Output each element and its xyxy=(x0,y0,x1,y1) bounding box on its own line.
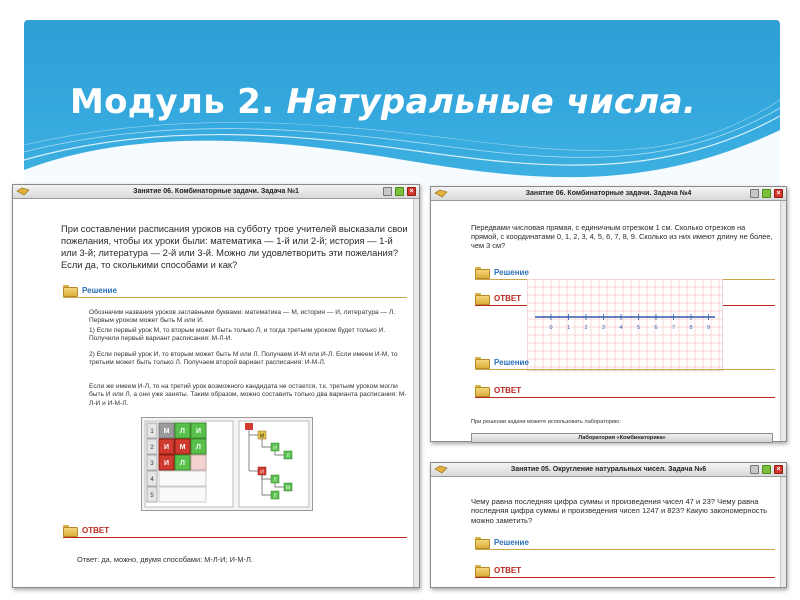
back-icon[interactable] xyxy=(395,187,404,196)
divider xyxy=(475,397,775,398)
answer-label: ОТВЕТ xyxy=(494,386,522,395)
divider xyxy=(475,577,775,578)
number-line-label: 1 xyxy=(566,325,571,331)
solution-paragraph: 2) Если первый урок И, то вторым может быть М или Л. Получаем И-М или И-Л. Если имеем И-М, то третьим может быть только Л. Получаем второй вариант расписания: И-М-Л. xyxy=(89,351,398,367)
divider xyxy=(63,537,407,538)
lab-hint-text: При решении задачи можете использовать лабораторию: xyxy=(471,419,621,425)
solution-label: Решение xyxy=(82,286,117,295)
slide-title-main: Натуральные числа. xyxy=(286,82,697,122)
number-line-label: 6 xyxy=(654,325,658,331)
window-3-scrollbar[interactable] xyxy=(780,477,786,587)
folder-icon xyxy=(63,285,76,295)
grid-cell xyxy=(191,455,206,470)
close-icon[interactable]: × xyxy=(774,465,783,474)
tree-node-text: М xyxy=(259,433,265,440)
folder-icon xyxy=(475,385,488,395)
task-question: Передвами числовая прямая, с единичным отрезком 1 см. Сколько отрезков на прямой, с координатами 0, 1, 2, 3, 4, 5, 6, 7, 8, 9. Сколько из них имеют длину не более, чем 3 см? xyxy=(471,223,773,250)
back-icon[interactable] xyxy=(762,189,771,198)
slide-title xyxy=(70,82,696,122)
grid-row-label: 3 xyxy=(150,461,154,467)
task-question: Чему равна последняя цифра суммы и произведения чисел 47 и 23? Чему равна последняя цифра суммы и произведения чисел 1247 и 823? Какую закономерность можно заметить? xyxy=(471,497,768,525)
window-3-titlebar xyxy=(431,463,786,477)
solution-section-header[interactable] xyxy=(475,357,775,367)
app-logo-icon xyxy=(16,187,30,196)
window-1-title: Занятие 06. Комбинаторные задачи. Задача №1 xyxy=(133,188,299,195)
tree-node-text: И xyxy=(273,445,277,452)
print-icon[interactable] xyxy=(383,187,392,196)
answer-section-header[interactable] xyxy=(475,385,775,395)
solution-paragraph: Если же имеем И-Л, то на третий урок возможного кандидата не остается, т.к. третьим уроком могли быть И или Л, а они уже заняты. Таким образом, можно составить только два варианта расписания: М-Л-И и И-М-Л. xyxy=(89,383,407,407)
divider xyxy=(63,297,407,298)
tree-node-text: М xyxy=(285,485,291,492)
number-line-label: 3 xyxy=(601,325,606,331)
divider xyxy=(475,549,775,550)
lab-combinatorics-button[interactable]: Лаборатория «Комбинаторика» xyxy=(471,433,773,443)
grid-cell-text: Л xyxy=(196,444,201,451)
print-icon[interactable] xyxy=(750,189,759,198)
grid-row-label: 5 xyxy=(150,493,154,499)
number-line-label: 2 xyxy=(584,325,588,331)
number-line-label: 0 xyxy=(549,325,553,331)
slide-title-prefix: Модуль 2. xyxy=(70,82,287,122)
folder-icon xyxy=(475,293,488,303)
solution-label: Решение xyxy=(494,358,529,367)
folder-icon xyxy=(475,267,488,277)
window-2-titlebar xyxy=(431,187,786,201)
grid-cell-text: М xyxy=(179,444,186,451)
answer-section-header[interactable] xyxy=(475,565,775,575)
grid-row-label: 2 xyxy=(150,445,154,451)
tree-node-text: Л xyxy=(273,477,277,484)
folder-icon xyxy=(475,357,488,367)
task-question: При составлении расписания уроков на субботу трое учителей высказали свои пожелания, чтобы их уроки были: математика — 1-й или 2-й; история — 1-й или 3-й; литература — 2-й или 3-й. Можно ли удовлетворить эти пожелания? Если да, то сколькими способами и как? xyxy=(61,223,408,270)
grid-cell-text: Л xyxy=(180,428,185,435)
close-icon[interactable]: × xyxy=(407,187,416,196)
grid-cell-text: М xyxy=(163,428,170,435)
window-1-titlebar xyxy=(13,185,419,199)
grid-row-label: 1 xyxy=(150,429,154,435)
app-logo-icon xyxy=(434,465,448,474)
solution-section-header[interactable] xyxy=(63,285,407,295)
grid-cell-text: Л xyxy=(180,460,185,467)
answer-section-header[interactable] xyxy=(63,525,407,535)
answer-label: ОТВЕТ xyxy=(494,566,522,575)
grid-cell-text: И xyxy=(195,428,202,435)
number-line-label: 7 xyxy=(671,325,676,331)
folder-icon xyxy=(475,565,488,575)
divider xyxy=(475,369,775,370)
close-icon[interactable]: × xyxy=(774,189,783,198)
task-window-1 xyxy=(12,184,420,588)
tree-root-node xyxy=(245,423,253,430)
folder-icon xyxy=(63,525,76,535)
solution-paragraph: 1) Если первый урок М, то вторым может быть только Л, и тогда третьим уроком будет только И. Получили первый вариант расписания: М-Л-И. xyxy=(89,327,386,343)
number-line-label: 5 xyxy=(636,325,641,331)
grid-cell-text: И xyxy=(163,460,170,467)
grid-row-label: 4 xyxy=(150,477,154,483)
window-3-title: Занятие 05. Округление натуральных чисел. Задача №6 xyxy=(510,466,707,473)
number-line-label: 9 xyxy=(706,325,711,331)
number-line-label: 8 xyxy=(689,325,693,331)
app-logo-icon xyxy=(434,189,448,198)
schedule-illustration xyxy=(141,417,313,511)
tree-node-text: Л xyxy=(286,453,290,460)
solution-label: Решение xyxy=(494,538,529,547)
print-icon[interactable] xyxy=(750,465,759,474)
slide-header-banner xyxy=(24,20,780,190)
answer-text: Ответ: да, можно, двумя способами: М-Л-И; И-М-Л. xyxy=(77,555,253,564)
window-1-scrollbar[interactable] xyxy=(413,199,419,587)
tree-node-text: Л xyxy=(273,493,277,500)
grid-row-labels xyxy=(147,423,157,502)
solution-section-header[interactable] xyxy=(475,267,775,277)
answer-label: ОТВЕТ xyxy=(494,294,522,303)
window-2-scrollbar[interactable] xyxy=(780,201,786,441)
window-2-title: Занятие 06. Комбинаторные задачи. Задача №4 xyxy=(525,190,692,197)
folder-icon xyxy=(475,537,488,547)
tree-node-text: И xyxy=(260,469,264,476)
grid-cell-text: И xyxy=(163,444,170,451)
solution-label: Решение xyxy=(494,268,529,277)
task-window-3 xyxy=(430,462,787,588)
task-window-2 xyxy=(430,186,787,442)
solution-paragraph: Обозначим названия уроков заглавными буквами: математика — М, история — И, литература — Л. Первым уроком может быть М или И. xyxy=(89,309,396,325)
number-line-label: 4 xyxy=(619,325,623,331)
answer-label: ОТВЕТ xyxy=(82,526,110,535)
back-icon[interactable] xyxy=(762,465,771,474)
solution-section-header[interactable] xyxy=(475,537,775,547)
